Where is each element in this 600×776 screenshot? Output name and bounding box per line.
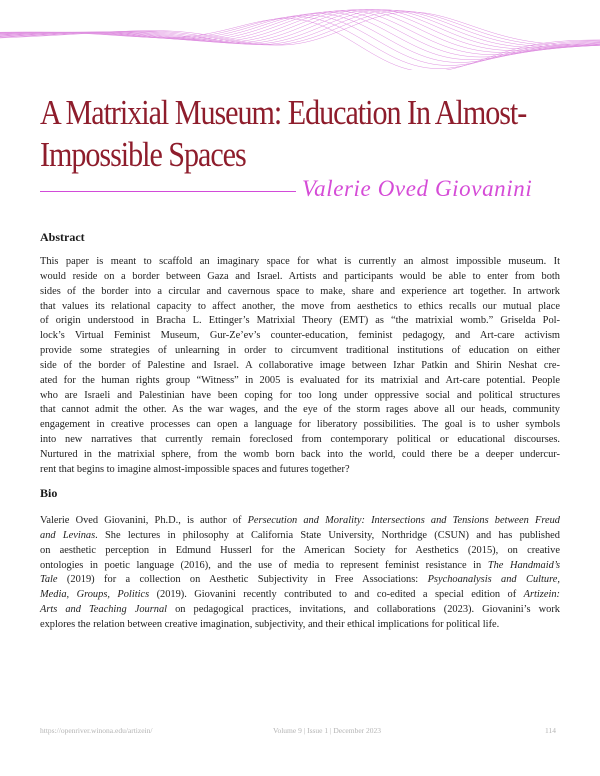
bio-line: Tale (2019) for a collection on Aesthetic Subjectivity in Free Associations: Psychoanalysis and Culture, bbox=[40, 574, 560, 586]
abstract-line: lock’s Virtual Feminist Museum, Gur-Ze’ev’s counter-education, feminist pedagogy, and Art-care activism bbox=[40, 330, 560, 342]
bio-line: Valerie Oved Giovanini, Ph.D., is author of Persecution and Morality: Intersections and Tensions between Freud bbox=[40, 515, 561, 526]
author-name: Valerie Oved Giovanini bbox=[302, 176, 533, 201]
abstract-line: that cannot admit the other. As the war wages, and the eye of the storm rages above all our heads, community bbox=[40, 404, 560, 416]
abstract-line: ated for the human rights group “Witness” in 2005 is evaluated for its matrixial and Art-care potential. People bbox=[40, 374, 560, 386]
decorative-wave-lines bbox=[0, 0, 600, 70]
wave-line bbox=[0, 19, 600, 70]
abstract-line: rent that begins to imagine almost-impossible spaces and futures together? bbox=[40, 463, 350, 475]
author-byline bbox=[40, 174, 570, 204]
bio-heading: Bio bbox=[40, 486, 58, 500]
abstract-line: sides of the border into a circular and cavernous space to make, share and experience art together. In artwork bbox=[40, 285, 560, 297]
bio-line: Media, Groups, Politics (2019). Giovanini recently contributed to and co-edited a special edition of Artizein: bbox=[40, 589, 560, 601]
bio-line: ontologies in poetic language (2016), and the use of media to represent feminist resistance in The Handmaid’s bbox=[40, 559, 560, 571]
abstract-line: provide some strategies of unlearning in order to circumvent traditional institutions of education on either bbox=[40, 345, 560, 357]
article-title bbox=[40, 92, 560, 176]
title-line-1: A Matrixial Museum: Education In Almost- bbox=[40, 93, 527, 132]
wave-line bbox=[0, 17, 600, 69]
abstract-text bbox=[40, 255, 560, 478]
wave-line bbox=[0, 11, 600, 46]
bio-line: and Levinas. She lectures in philosophy at California State University, Northridge (CSUN) and has published bbox=[40, 529, 560, 541]
abstract-line: side of the border of Palestine and Israel. A collaborative image between Izhar Patkin and Shirin Neshat cre- bbox=[40, 359, 560, 371]
wave-line bbox=[0, 9, 600, 50]
abstract-heading: Abstract bbox=[40, 230, 85, 244]
abstract-line: engagement in creative processes can open a language for liberatory possibilities. The goal is to usher symbols bbox=[40, 419, 560, 431]
bio-line: explores the relation between creative imagination, subjectivity, and their ethical implications for political life. bbox=[40, 618, 500, 630]
abstract-line: that values its relational capacity to affect another, the move from aesthetics to ethics recalls our mutual place bbox=[40, 300, 560, 312]
abstract-line: would reside on a border between Gaza and Israel. Artists and participants would be able to enter from both bbox=[40, 270, 560, 282]
abstract-line: who are Israeli and Palestinian have been coping for too long under oppressive social and political structures bbox=[40, 389, 560, 401]
abstract-line: This paper is meant to scaffold an imaginary space for what is currently an almost impossible museum. It bbox=[40, 256, 560, 267]
footer-url[interactable]: https://openriver.winona.edu/artizein/ bbox=[40, 726, 153, 735]
abstract-line: into new narratives that currently remain foreclosed from contemporary political or educational discourses. bbox=[40, 434, 560, 446]
abstract-line: Nurtured in the matrixial sphere, from the womb born back into the world, could there be a deeper undercur- bbox=[40, 448, 560, 460]
footer-issue: Volume 9 | Issue 1 | December 2023 bbox=[273, 726, 382, 735]
bio-line: on aesthetic perception in Edmund Husserl for the American Society for Aesthetics (2015), on creative bbox=[40, 544, 560, 556]
author-rule bbox=[40, 191, 296, 192]
bio-line: Arts and Teaching Journal on pedagogical practices, invitations, and collaborations (2023). Giovanini’s work bbox=[40, 604, 560, 616]
footer-page-number: 114 bbox=[545, 726, 556, 735]
bio-text bbox=[40, 514, 560, 633]
abstract-line: of origin understood in Bracha L. Ettinger’s Matrixial Theory (EMT) as “the matrixial womb.” Griselda Pol- bbox=[40, 315, 560, 327]
title-line-2: Impossible Spaces bbox=[40, 135, 246, 174]
